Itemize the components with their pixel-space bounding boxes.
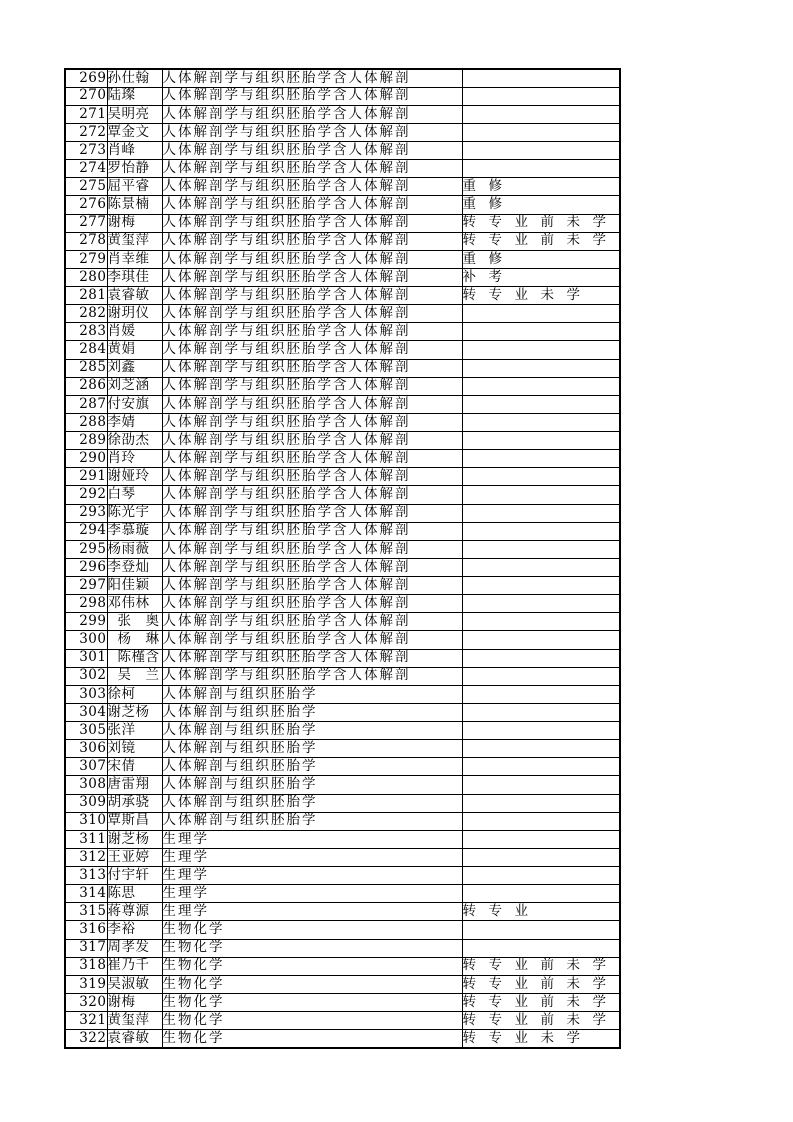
remark-cell xyxy=(462,468,620,486)
student-course-table xyxy=(64,68,621,1049)
row-number-cell: 317 xyxy=(65,939,107,957)
remark-cell xyxy=(462,450,620,468)
remark-cell xyxy=(462,359,620,377)
remark-cell xyxy=(462,69,620,87)
table-row xyxy=(65,595,620,613)
table-row xyxy=(65,667,620,685)
row-number-cell: 284 xyxy=(65,341,107,359)
row-number-cell: 283 xyxy=(65,323,107,341)
row-number-cell: 316 xyxy=(65,921,107,939)
student-name-cell: 袁睿敏 xyxy=(107,1030,162,1048)
student-name-cell: 黄玺萍 xyxy=(107,232,162,250)
student-name-cell: 黄娟 xyxy=(107,341,162,359)
student-name-cell: 吴明亮 xyxy=(107,105,162,123)
table-row xyxy=(65,160,620,178)
table-row xyxy=(65,69,620,87)
student-name-cell: 周孝发 xyxy=(107,939,162,957)
row-number-cell: 288 xyxy=(65,413,107,431)
row-number-cell: 274 xyxy=(65,160,107,178)
row-number-cell: 308 xyxy=(65,776,107,794)
student-name-cell: 陈思 xyxy=(107,885,162,903)
row-number-cell: 289 xyxy=(65,432,107,450)
student-name-cell: 崔乃千 xyxy=(107,957,162,975)
student-name-cell: 邓伟林 xyxy=(107,595,162,613)
row-number-cell: 294 xyxy=(65,522,107,540)
table-row xyxy=(65,740,620,758)
remark-cell xyxy=(462,341,620,359)
remark-cell xyxy=(462,123,620,141)
student-name-cell: 肖峰 xyxy=(107,142,162,160)
course-name-cell: 生物化学 xyxy=(162,993,462,1011)
student-name-cell: 黄玺萍 xyxy=(107,1012,162,1030)
row-number-cell: 280 xyxy=(65,268,107,286)
row-number-cell: 277 xyxy=(65,214,107,232)
table-row xyxy=(65,105,620,123)
remark-cell xyxy=(462,142,620,160)
row-number-cell: 302 xyxy=(65,667,107,685)
table-row xyxy=(65,812,620,830)
row-number-cell: 282 xyxy=(65,305,107,323)
table-row xyxy=(65,196,620,214)
remark-cell xyxy=(462,522,620,540)
row-number-cell: 301 xyxy=(65,649,107,667)
remark-cell xyxy=(462,432,620,450)
student-name-cell: 李慕璇 xyxy=(107,522,162,540)
course-name-cell: 生物化学 xyxy=(162,921,462,939)
table-row xyxy=(65,921,620,939)
table-row xyxy=(65,142,620,160)
course-name-cell: 人体解剖学与组织胚胎学含人体解剖 xyxy=(162,522,462,540)
course-name-cell: 人体解剖学与组织胚胎学含人体解剖 xyxy=(162,595,462,613)
remark-cell: 补考 xyxy=(462,268,620,286)
table-row xyxy=(65,341,620,359)
student-name-cell: 谢芝杨 xyxy=(107,830,162,848)
remark-cell: 转专业 xyxy=(462,903,620,921)
row-number-cell: 321 xyxy=(65,1012,107,1030)
table-row xyxy=(65,631,620,649)
row-number-cell: 286 xyxy=(65,377,107,395)
student-name-cell: 刘镜 xyxy=(107,740,162,758)
course-name-cell: 生理学 xyxy=(162,885,462,903)
remark-cell: 重修 xyxy=(462,178,620,196)
course-name-cell: 人体解剖与组织胚胎学 xyxy=(162,794,462,812)
remark-cell xyxy=(462,305,620,323)
remark-cell xyxy=(462,939,620,957)
student-name-cell: 陆璨 xyxy=(107,87,162,105)
table-row xyxy=(65,232,620,250)
student-name-cell: 蒋尊源 xyxy=(107,903,162,921)
row-number-cell: 276 xyxy=(65,196,107,214)
student-name-cell: 覃金文 xyxy=(107,123,162,141)
student-name-cell: 谢梅 xyxy=(107,214,162,232)
course-name-cell: 生理学 xyxy=(162,903,462,921)
row-number-cell: 296 xyxy=(65,558,107,576)
remark-cell xyxy=(462,413,620,431)
course-name-cell: 人体解剖与组织胚胎学 xyxy=(162,740,462,758)
remark-cell xyxy=(462,722,620,740)
course-name-cell: 人体解剖与组织胚胎学 xyxy=(162,758,462,776)
course-name-cell: 人体解剖与组织胚胎学 xyxy=(162,685,462,703)
course-name-cell: 人体解剖学与组织胚胎学含人体解剖 xyxy=(162,341,462,359)
remark-cell xyxy=(462,160,620,178)
row-number-cell: 320 xyxy=(65,993,107,1011)
remark-cell xyxy=(462,613,620,631)
table-row xyxy=(65,87,620,105)
row-number-cell: 285 xyxy=(65,359,107,377)
row-number-cell: 309 xyxy=(65,794,107,812)
row-number-cell: 311 xyxy=(65,830,107,848)
remark-cell xyxy=(462,649,620,667)
course-name-cell: 人体解剖与组织胚胎学 xyxy=(162,722,462,740)
course-name-cell: 生理学 xyxy=(162,830,462,848)
row-number-cell: 297 xyxy=(65,577,107,595)
table-row xyxy=(65,323,620,341)
student-name-cell: 胡承骁 xyxy=(107,794,162,812)
row-number-cell: 312 xyxy=(65,848,107,866)
row-number-cell: 287 xyxy=(65,395,107,413)
table-row xyxy=(65,975,620,993)
remark-cell xyxy=(462,776,620,794)
remark-cell xyxy=(462,830,620,848)
course-name-cell: 人体解剖学与组织胚胎学含人体解剖 xyxy=(162,613,462,631)
course-name-cell: 人体解剖学与组织胚胎学含人体解剖 xyxy=(162,504,462,522)
row-number-cell: 319 xyxy=(65,975,107,993)
course-name-cell: 生物化学 xyxy=(162,939,462,957)
student-name-cell: 张洋 xyxy=(107,722,162,740)
course-name-cell: 人体解剖学与组织胚胎学含人体解剖 xyxy=(162,196,462,214)
course-name-cell: 生理学 xyxy=(162,848,462,866)
course-name-cell: 生物化学 xyxy=(162,1030,462,1048)
remark-cell xyxy=(462,595,620,613)
remark-cell xyxy=(462,667,620,685)
table-row xyxy=(65,540,620,558)
table-row xyxy=(65,848,620,866)
table-row xyxy=(65,649,620,667)
student-name-cell: 徐劭杰 xyxy=(107,432,162,450)
row-number-cell: 313 xyxy=(65,867,107,885)
course-name-cell: 人体解剖学与组织胚胎学含人体解剖 xyxy=(162,232,462,250)
table-row xyxy=(65,123,620,141)
table-row xyxy=(65,450,620,468)
course-name-cell: 生物化学 xyxy=(162,1012,462,1030)
course-name-cell: 人体解剖学与组织胚胎学含人体解剖 xyxy=(162,105,462,123)
table-row xyxy=(65,957,620,975)
course-name-cell: 人体解剖学与组织胚胎学含人体解剖 xyxy=(162,87,462,105)
row-number-cell: 295 xyxy=(65,540,107,558)
table-row xyxy=(65,703,620,721)
course-name-cell: 人体解剖学与组织胚胎学含人体解剖 xyxy=(162,287,462,305)
table-row xyxy=(65,268,620,286)
remark-cell xyxy=(462,685,620,703)
student-name-cell: 谢娅玲 xyxy=(107,468,162,486)
student-name-cell: 肖媛 xyxy=(107,323,162,341)
row-number-cell: 314 xyxy=(65,885,107,903)
remark-cell xyxy=(462,577,620,595)
course-name-cell: 人体解剖学与组织胚胎学含人体解剖 xyxy=(162,468,462,486)
student-name-cell: 刘鑫 xyxy=(107,359,162,377)
course-name-cell: 人体解剖学与组织胚胎学含人体解剖 xyxy=(162,69,462,87)
student-name-cell: 吴淑敏 xyxy=(107,975,162,993)
course-name-cell: 人体解剖学与组织胚胎学含人体解剖 xyxy=(162,142,462,160)
student-name-cell: 覃斯昌 xyxy=(107,812,162,830)
row-number-cell: 299 xyxy=(65,613,107,631)
remark-cell xyxy=(462,921,620,939)
remark-cell xyxy=(462,740,620,758)
table-row xyxy=(65,885,620,903)
table-row xyxy=(65,305,620,323)
remark-cell xyxy=(462,87,620,105)
course-name-cell: 人体解剖学与组织胚胎学含人体解剖 xyxy=(162,558,462,576)
course-name-cell: 人体解剖学与组织胚胎学含人体解剖 xyxy=(162,432,462,450)
remark-cell xyxy=(462,758,620,776)
table-row xyxy=(65,794,620,812)
remark-cell xyxy=(462,867,620,885)
student-name-cell: 谢梅 xyxy=(107,993,162,1011)
table-row xyxy=(65,377,620,395)
course-name-cell: 人体解剖学与组织胚胎学含人体解剖 xyxy=(162,413,462,431)
remark-cell xyxy=(462,105,620,123)
table-row xyxy=(65,939,620,957)
course-name-cell: 人体解剖学与组织胚胎学含人体解剖 xyxy=(162,214,462,232)
student-name-cell: 李琪佳 xyxy=(107,268,162,286)
course-name-cell: 人体解剖学与组织胚胎学含人体解剖 xyxy=(162,123,462,141)
table-row xyxy=(65,250,620,268)
row-number-cell: 275 xyxy=(65,178,107,196)
table-row xyxy=(65,993,620,1011)
row-number-cell: 281 xyxy=(65,287,107,305)
remark-cell xyxy=(462,703,620,721)
table-body xyxy=(65,69,620,1048)
student-name-cell: 吴 兰 xyxy=(107,667,162,685)
table-row xyxy=(65,468,620,486)
row-number-cell: 315 xyxy=(65,903,107,921)
row-number-cell: 270 xyxy=(65,87,107,105)
row-number-cell: 293 xyxy=(65,504,107,522)
remark-cell xyxy=(462,631,620,649)
table-row xyxy=(65,776,620,794)
course-name-cell: 人体解剖学与组织胚胎学含人体解剖 xyxy=(162,649,462,667)
row-number-cell: 300 xyxy=(65,631,107,649)
student-name-cell: 阳佳颖 xyxy=(107,577,162,595)
student-name-cell: 唐雷翔 xyxy=(107,776,162,794)
row-number-cell: 304 xyxy=(65,703,107,721)
student-name-cell: 李婧 xyxy=(107,413,162,431)
remark-cell xyxy=(462,848,620,866)
row-number-cell: 291 xyxy=(65,468,107,486)
student-name-cell: 谢芝杨 xyxy=(107,703,162,721)
course-name-cell: 人体解剖学与组织胚胎学含人体解剖 xyxy=(162,323,462,341)
row-number-cell: 310 xyxy=(65,812,107,830)
remark-cell xyxy=(462,486,620,504)
course-name-cell: 人体解剖学与组织胚胎学含人体解剖 xyxy=(162,250,462,268)
row-number-cell: 322 xyxy=(65,1030,107,1048)
course-name-cell: 人体解剖学与组织胚胎学含人体解剖 xyxy=(162,577,462,595)
remark-cell: 转专业前未学 xyxy=(462,232,619,249)
table-row xyxy=(65,413,620,431)
course-name-cell: 人体解剖学与组织胚胎学含人体解剖 xyxy=(162,450,462,468)
remark-cell: 转专业前未学 xyxy=(462,957,619,974)
student-name-cell: 陈槿含 xyxy=(107,649,162,667)
table-row xyxy=(65,214,620,232)
student-name-cell: 杨 琳 xyxy=(107,631,162,649)
student-name-cell: 袁睿敏 xyxy=(107,287,162,305)
table-row xyxy=(65,359,620,377)
table-row xyxy=(65,1030,620,1048)
course-name-cell: 人体解剖与组织胚胎学 xyxy=(162,776,462,794)
table-row xyxy=(65,522,620,540)
student-name-cell: 付安旗 xyxy=(107,395,162,413)
row-number-cell: 307 xyxy=(65,758,107,776)
course-name-cell: 人体解剖学与组织胚胎学含人体解剖 xyxy=(162,305,462,323)
table-row xyxy=(65,558,620,576)
course-name-cell: 人体解剖学与组织胚胎学含人体解剖 xyxy=(162,178,462,196)
course-name-cell: 人体解剖与组织胚胎学 xyxy=(162,703,462,721)
course-name-cell: 人体解剖学与组织胚胎学含人体解剖 xyxy=(162,540,462,558)
course-name-cell: 人体解剖学与组织胚胎学含人体解剖 xyxy=(162,667,462,685)
student-name-cell: 杨雨薇 xyxy=(107,540,162,558)
table-row xyxy=(65,178,620,196)
table-row xyxy=(65,903,620,921)
row-number-cell: 272 xyxy=(65,123,107,141)
row-number-cell: 303 xyxy=(65,685,107,703)
row-number-cell: 318 xyxy=(65,957,107,975)
table-row xyxy=(65,613,620,631)
student-name-cell: 陈光宇 xyxy=(107,504,162,522)
remark-cell xyxy=(462,395,620,413)
table-row xyxy=(65,722,620,740)
table-row xyxy=(65,577,620,595)
remark-cell: 重修 xyxy=(462,196,620,214)
row-number-cell: 305 xyxy=(65,722,107,740)
student-name-cell: 陈景楠 xyxy=(107,196,162,214)
course-name-cell: 人体解剖学与组织胚胎学含人体解剖 xyxy=(162,486,462,504)
remark-cell xyxy=(462,540,620,558)
remark-cell: 重修 xyxy=(462,250,620,268)
remark-cell: 转专业未学 xyxy=(462,1030,620,1048)
row-number-cell: 273 xyxy=(65,142,107,160)
remark-cell: 转专业前未学 xyxy=(462,1011,619,1028)
student-name-cell: 李登灿 xyxy=(107,558,162,576)
row-number-cell: 271 xyxy=(65,105,107,123)
course-name-cell: 人体解剖学与组织胚胎学含人体解剖 xyxy=(162,160,462,178)
student-name-cell: 王亚婷 xyxy=(107,848,162,866)
course-name-cell: 生物化学 xyxy=(162,975,462,993)
student-name-cell: 孙仕翰 xyxy=(107,69,162,87)
student-name-cell: 谢玥仪 xyxy=(107,305,162,323)
student-name-cell: 宋倩 xyxy=(107,758,162,776)
student-name-cell: 刘芝涵 xyxy=(107,377,162,395)
course-name-cell: 人体解剖学与组织胚胎学含人体解剖 xyxy=(162,268,462,286)
row-number-cell: 278 xyxy=(65,232,107,250)
student-name-cell: 李裕 xyxy=(107,921,162,939)
remark-cell xyxy=(462,504,620,522)
remark-cell xyxy=(462,377,620,395)
remark-cell xyxy=(462,794,620,812)
remark-cell xyxy=(462,885,620,903)
remark-cell: 转专业前未学 xyxy=(462,214,619,231)
student-name-cell: 屈平睿 xyxy=(107,178,162,196)
course-name-cell: 生理学 xyxy=(162,867,462,885)
row-number-cell: 298 xyxy=(65,595,107,613)
student-name-cell: 付宇轩 xyxy=(107,867,162,885)
table-row xyxy=(65,287,620,305)
table-row xyxy=(65,486,620,504)
remark-cell: 转专业未学 xyxy=(462,287,620,305)
row-number-cell: 269 xyxy=(65,69,107,87)
course-name-cell: 人体解剖学与组织胚胎学含人体解剖 xyxy=(162,377,462,395)
remark-cell xyxy=(462,558,620,576)
student-name-cell: 肖玲 xyxy=(107,450,162,468)
row-number-cell: 290 xyxy=(65,450,107,468)
course-name-cell: 人体解剖学与组织胚胎学含人体解剖 xyxy=(162,395,462,413)
student-name-cell: 张 奥 xyxy=(107,613,162,631)
remark-cell: 转专业前未学 xyxy=(462,975,619,992)
row-number-cell: 292 xyxy=(65,486,107,504)
table-row xyxy=(65,395,620,413)
remark-cell xyxy=(462,323,620,341)
row-number-cell: 279 xyxy=(65,250,107,268)
table-row xyxy=(65,1012,620,1030)
student-name-cell: 白琴 xyxy=(107,486,162,504)
table-row xyxy=(65,758,620,776)
course-name-cell: 生物化学 xyxy=(162,957,462,975)
table-row xyxy=(65,830,620,848)
row-number-cell: 306 xyxy=(65,740,107,758)
table-row xyxy=(65,867,620,885)
remark-cell xyxy=(462,812,620,830)
student-name-cell: 罗怡静 xyxy=(107,160,162,178)
course-name-cell: 人体解剖学与组织胚胎学含人体解剖 xyxy=(162,359,462,377)
student-name-cell: 徐柯 xyxy=(107,685,162,703)
course-name-cell: 人体解剖与组织胚胎学 xyxy=(162,812,462,830)
table-row xyxy=(65,504,620,522)
student-name-cell: 肖幸维 xyxy=(107,250,162,268)
remark-cell: 转专业前未学 xyxy=(462,993,619,1010)
course-name-cell: 人体解剖学与组织胚胎学含人体解剖 xyxy=(162,631,462,649)
table-row xyxy=(65,685,620,703)
table-row xyxy=(65,432,620,450)
